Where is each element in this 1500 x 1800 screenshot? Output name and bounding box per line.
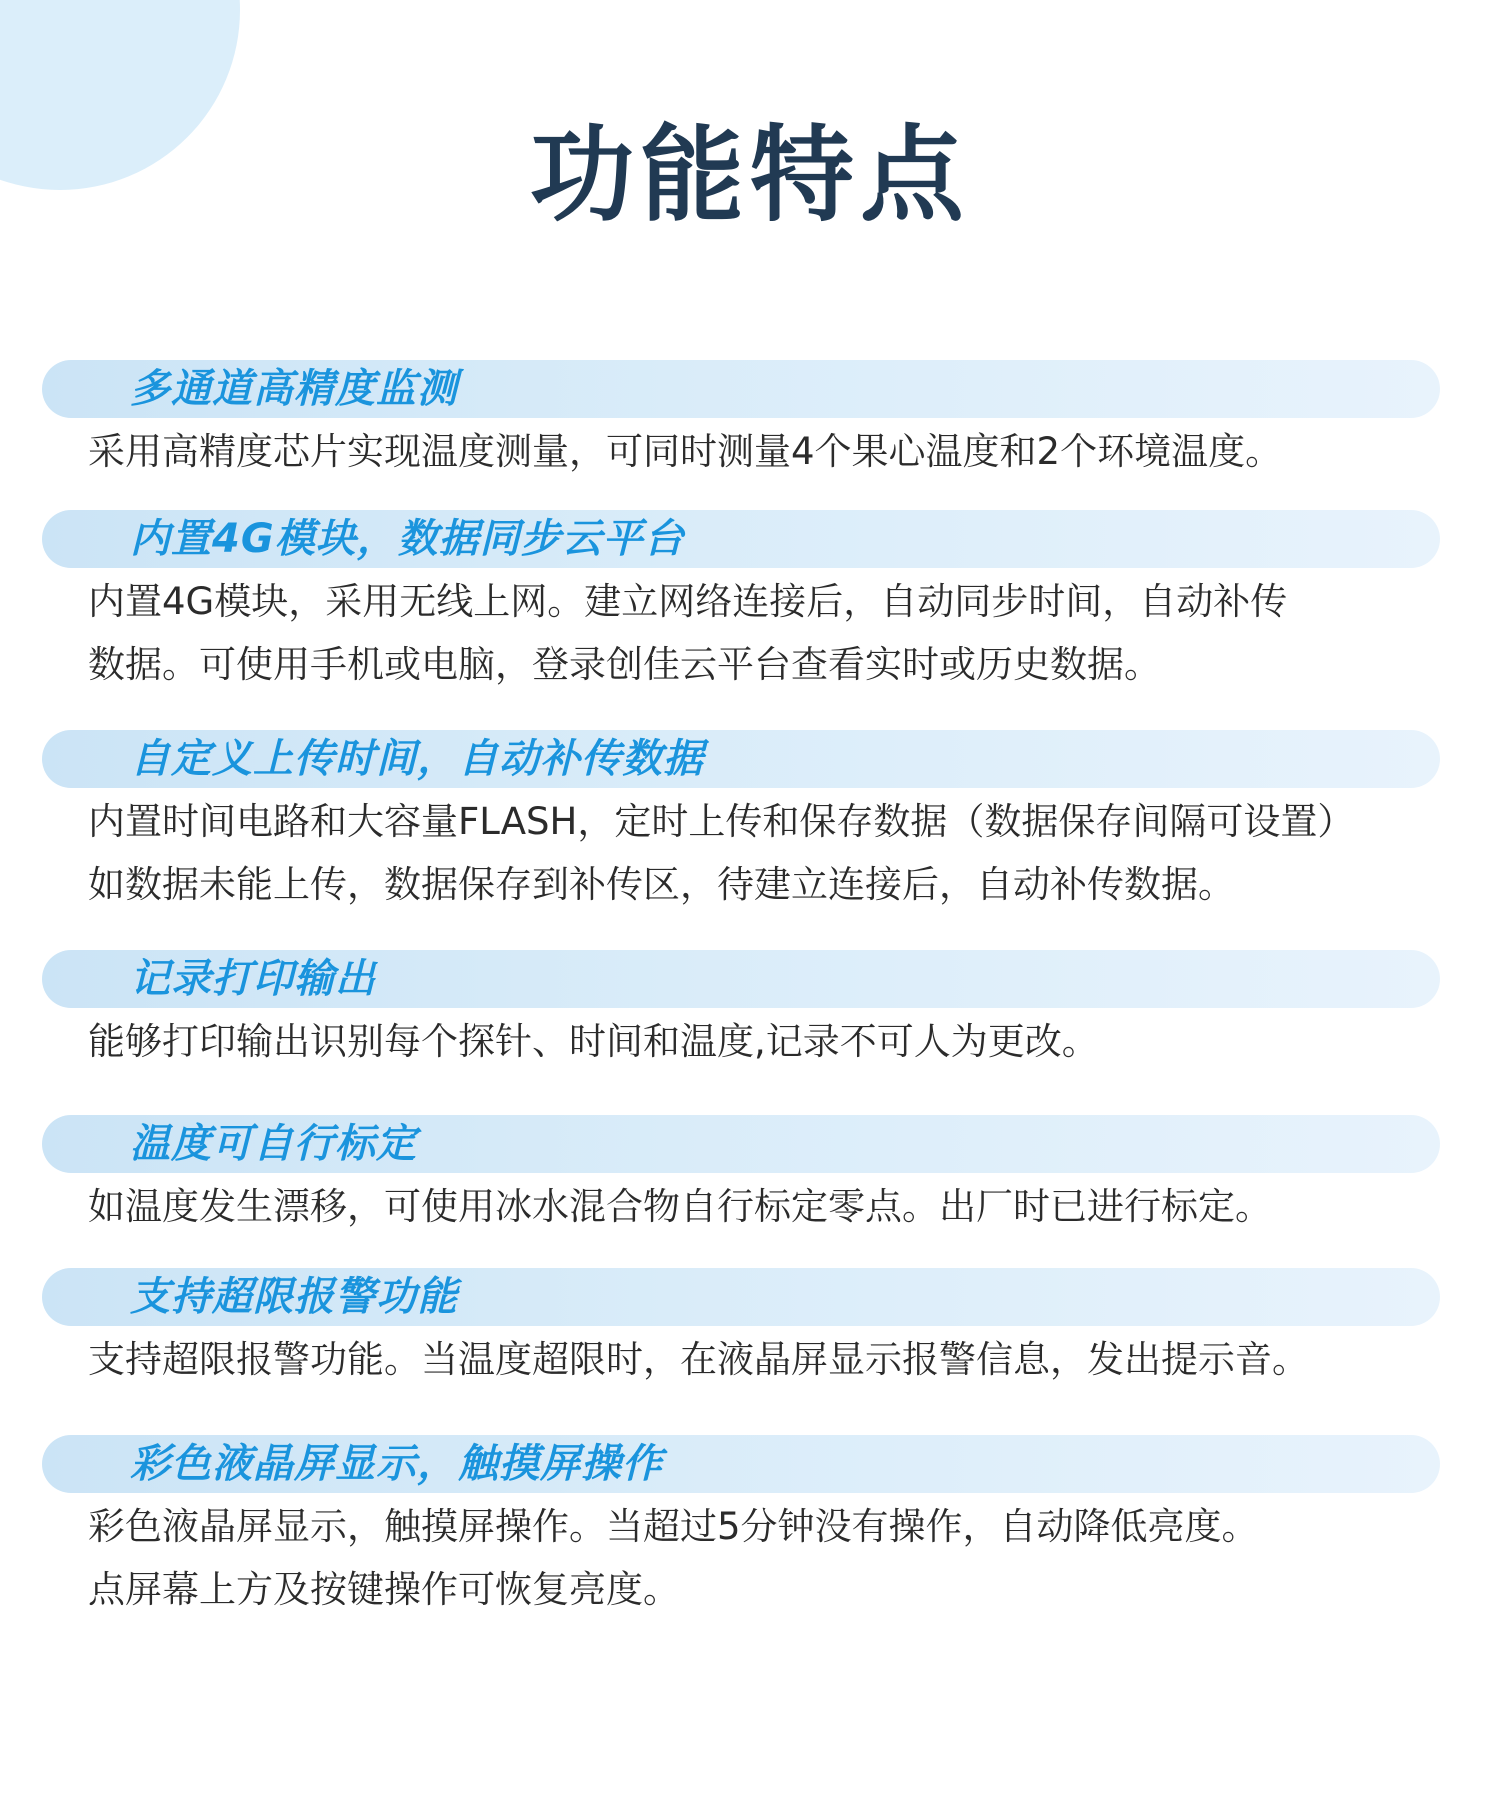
feature-description — [88, 790, 1488, 916]
feature-heading-bar — [42, 1435, 1440, 1493]
feature-description-line: 数据。可使用手机或电脑，登录创佳云平台查看实时或历史数据。 — [88, 643, 1161, 686]
feature-description-line: 能够打印输出识别每个探针、时间和温度,记录不可人为更改。 — [88, 1020, 1099, 1063]
page-title: 功能特点 — [529, 114, 970, 236]
feature-heading-bar — [42, 730, 1440, 788]
feature-heading-bar — [42, 950, 1440, 1008]
feature-description — [88, 1328, 1488, 1391]
feature-description-line: 内置4G模块，采用无线上网。建立网络连接后，自动同步时间，自动补传 — [88, 580, 1288, 623]
feature-description — [88, 420, 1488, 483]
feature-description — [88, 1010, 1488, 1073]
feature-heading: 自定义上传时间，自动补传数据 — [130, 736, 704, 782]
feature-description — [88, 1495, 1488, 1621]
feature-heading-bar — [42, 1115, 1440, 1173]
feature-heading: 支持超限报警功能 — [130, 1274, 458, 1320]
feature-heading: 彩色液晶屏显示，触摸屏操作 — [130, 1441, 663, 1487]
feature-description-line: 内置时间电路和大容量FLASH，定时上传和保存数据（数据保存间隔可设置） — [88, 800, 1355, 843]
feature-heading-bar — [42, 360, 1440, 418]
feature-description-line: 采用高精度芯片实现温度测量，可同时测量4个果心温度和2个环境温度。 — [88, 430, 1283, 473]
feature-description — [88, 1175, 1488, 1238]
feature-description-line: 如数据未能上传，数据保存到补传区，待建立连接后，自动补传数据。 — [88, 863, 1235, 906]
feature-heading: 温度可自行标定 — [130, 1121, 417, 1167]
feature-description-line: 彩色液晶屏显示，触摸屏操作。当超过5分钟没有操作，自动降低亮度。 — [88, 1505, 1259, 1548]
feature-description-line: 点屏幕上方及按键操作可恢复亮度。 — [88, 1568, 680, 1611]
feature-heading: 内置4G模块，数据同步云平台 — [130, 516, 685, 562]
feature-heading-bar — [42, 510, 1440, 568]
feature-description-line: 如温度发生漂移，可使用冰水混合物自行标定零点。出厂时已进行标定。 — [88, 1185, 1272, 1228]
feature-description — [88, 570, 1488, 696]
feature-heading: 记录打印输出 — [130, 956, 376, 1002]
feature-description-line: 支持超限报警功能。当温度超限时，在液晶屏显示报警信息，发出提示音。 — [88, 1338, 1309, 1381]
feature-heading: 多通道高精度监测 — [130, 366, 458, 412]
feature-heading-bar — [42, 1268, 1440, 1326]
